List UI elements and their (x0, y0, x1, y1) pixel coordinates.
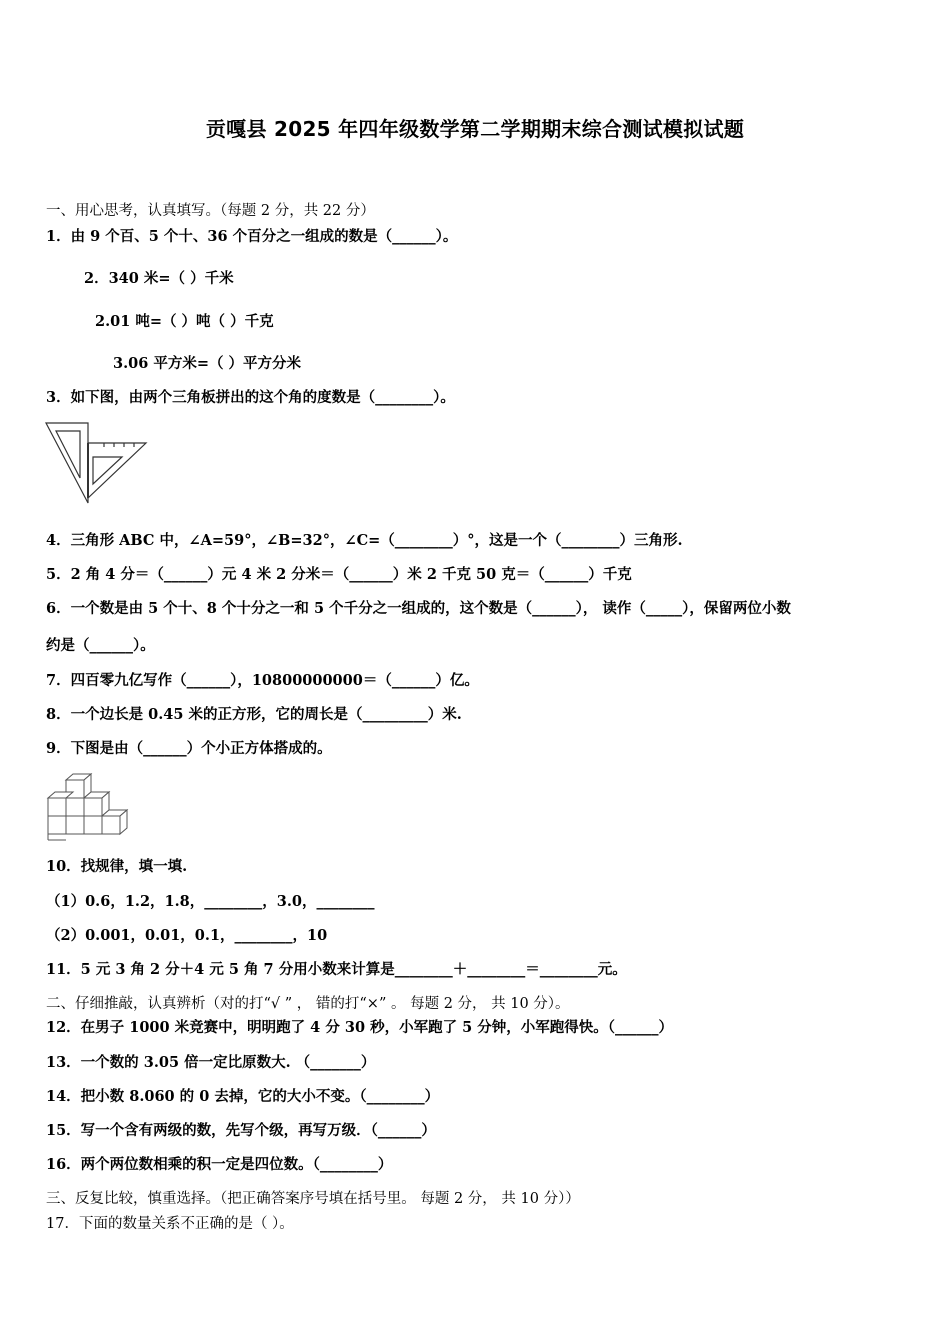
question-10-part-1: （1）0.6，1.2，1.8，________，3.0，________ (46, 893, 375, 910)
question-2-part-a: 2．340 米=（ ）千米 (84, 270, 234, 287)
question-1: 1．由 9 个百、5 个十、36 个百分之一组成的数是（______）。 (46, 228, 458, 245)
question-9: 9．下图是由（______）个小正方体搭成的。 (46, 740, 332, 757)
set-square-figure (44, 420, 150, 506)
page-title: 贡嘎县 2025 年四年级数学第二学期期末综合测试模拟试题 (205, 117, 745, 141)
section-2-heading: 二、仔细推敲，认真辨析（对的打“√ ” ， 错的打“×” 。 每题 2 分， 共 10 分）。 (46, 996, 570, 1012)
question-2-part-b: 2.01 吨=（ ）吨（ ）千克 (95, 313, 274, 330)
question-16: 16．两个两位数相乘的积一定是四位数。（________） (46, 1156, 393, 1173)
section-3-heading: 三、反复比较，慎重选择。（把正确答案序号填在括号里。 每题 2 分， 共 10 分）） (46, 1191, 580, 1207)
question-5: 5．2 角 4 分＝（______）元 4 米 2 分米＝（______）米 2 千克 50 克＝（______）千克 (46, 566, 632, 583)
question-11: 11．5 元 3 角 2 分＋4 元 5 角 7 分用小数来计算是________＋________＝________元。 (46, 961, 627, 978)
question-3: 3．如下图，由两个三角板拼出的这个角的度数是（________）。 (46, 389, 455, 406)
question-10-part-2: （2）0.001，0.01，0.1，________，10 (46, 927, 328, 944)
question-17: 17．下面的数量关系不正确的是（ ）。 (46, 1216, 294, 1232)
question-10: 10．找规律，填一填. (46, 858, 188, 875)
section-1-heading: 一、用心思考，认真填写。（每题 2 分，共 22 分） (46, 203, 375, 219)
question-13: 13．一个数的 3.05 倍一定比原数大. （_______） (46, 1054, 376, 1071)
question-2-part-c: 3.06 平方米=（ ）平方分米 (113, 355, 302, 372)
cube-stack-figure (46, 770, 132, 842)
question-4: 4．三角形 ABC 中，∠A=59°，∠B=32°，∠C=（________）°，这是一个（________）三角形. (46, 532, 683, 549)
question-7: 7．四百零九亿写作（______），10800000000＝（______）亿。 (46, 672, 479, 689)
question-8: 8．一个边长是 0.45 米的正方形，它的周长是（_________）米. (46, 706, 462, 723)
question-14: 14．把小数 8.060 的 0 去掉，它的大小不变。（________） (46, 1088, 440, 1105)
question-12: 12．在男子 1000 米竞赛中，明明跑了 4 分 30 秒，小军跑了 5 分钟，小军跑得快。（______） (46, 1019, 674, 1036)
question-6-continued: 约是（______）。 (46, 637, 155, 654)
question-6: 6．一个数是由 5 个十、8 个十分之一和 5 个千分之一组成的，这个数是（______）， 读作（_____），保留两位小数 (46, 600, 791, 617)
question-15: 15．写一个含有两级的数，先写个级，再写万级．（______） (46, 1122, 436, 1139)
